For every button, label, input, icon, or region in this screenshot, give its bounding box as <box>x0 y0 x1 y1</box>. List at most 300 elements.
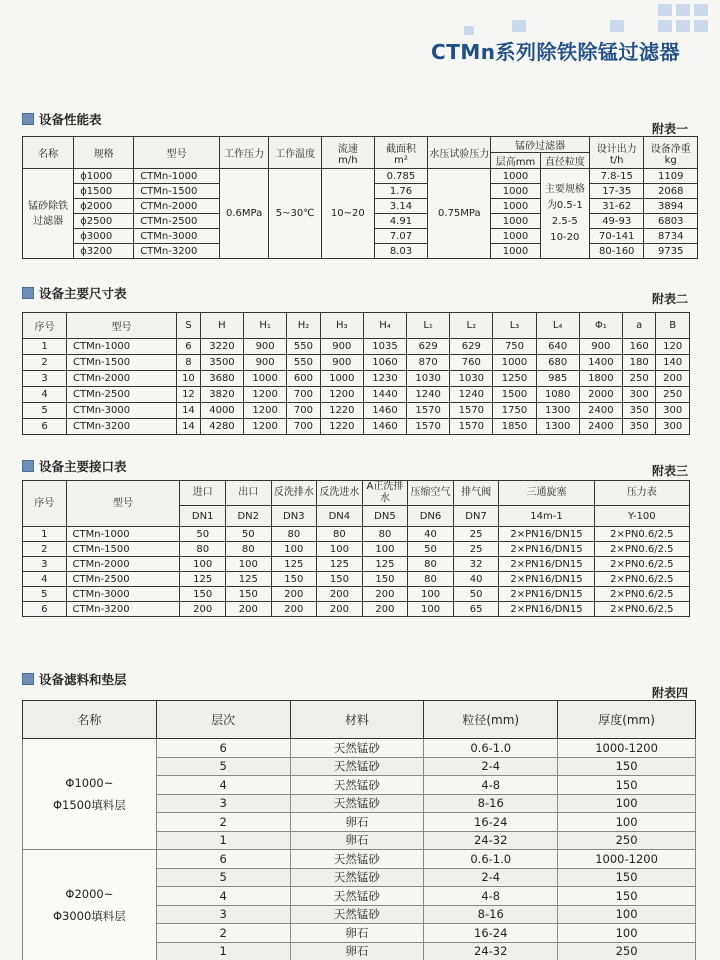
table-cell: 125 <box>271 557 317 572</box>
table-cell: 2×PN16/DN15 <box>499 587 594 602</box>
table-cell: 40 <box>408 527 454 542</box>
table-cell: 1 <box>156 942 290 960</box>
table-cell: 1000 <box>244 371 287 387</box>
table-cell: 1 <box>23 339 67 355</box>
interfaces-table <box>22 480 690 617</box>
table-cell: 80 <box>408 557 454 572</box>
annex-label-1: 附表一 <box>651 122 688 136</box>
table-cell: 680 <box>536 355 579 371</box>
table-cell: 1200 <box>244 403 287 419</box>
table-cell: 50 <box>408 542 454 557</box>
table-cell: 100 <box>558 794 696 813</box>
table-cell: 6 <box>156 739 290 758</box>
header-cell: 反洗进水 <box>317 481 363 506</box>
section-heading-text: 设备主要接口表 <box>39 459 127 474</box>
section-square-icon <box>22 673 34 685</box>
header-cell: 截面积 m² <box>374 137 428 169</box>
header-cell: S <box>177 313 201 339</box>
table-cell: 1200 <box>244 419 287 435</box>
header-cell: L₁ <box>407 313 450 339</box>
table-cell: 2-4 <box>424 757 558 776</box>
table-cell: 6 <box>23 602 67 617</box>
area-cell: 3.14 <box>374 199 428 214</box>
weight-cell: 6803 <box>644 214 698 229</box>
table-cell: 1000-1200 <box>558 850 696 869</box>
table-cell: CTMn-3200 <box>67 419 177 435</box>
table-cell: 80 <box>271 527 317 542</box>
table-cell: 150 <box>558 868 696 887</box>
header-cell: 序号 <box>23 481 67 527</box>
table-cell: 40 <box>453 572 499 587</box>
table-row <box>23 355 690 371</box>
table-row <box>23 739 696 758</box>
table-row <box>23 587 690 602</box>
header-cell: 水压试验压力 <box>428 137 491 169</box>
header-cell: DN5 <box>362 506 408 527</box>
table-row <box>23 557 690 572</box>
table-cell: 100 <box>317 542 363 557</box>
capacity-cell: 49-93 <box>590 214 644 229</box>
table-row <box>23 371 690 387</box>
header-cell: DN6 <box>408 506 454 527</box>
table-cell: 天然锰砂 <box>290 757 424 776</box>
table-cell: 1035 <box>363 339 406 355</box>
model-cell: CTMn-2500 <box>134 214 220 229</box>
table-cell: 700 <box>287 387 321 403</box>
table-cell: 3 <box>23 557 67 572</box>
header-cell: 14m-1 <box>499 506 594 527</box>
table-cell: 1 <box>156 831 290 850</box>
table-cell: 150 <box>558 887 696 906</box>
table-cell: 250 <box>558 942 696 960</box>
table-cell: 1570 <box>450 419 493 435</box>
table-cell: 1240 <box>450 387 493 403</box>
table-cell: 80 <box>180 542 226 557</box>
header-cell: 设备净重 kg <box>644 137 698 169</box>
table-cell: 1230 <box>363 371 406 387</box>
table-cell: 1300 <box>536 403 579 419</box>
table-cell: 2 <box>156 813 290 832</box>
capacity-cell: 17-35 <box>590 184 644 199</box>
table-cell: 1500 <box>493 387 536 403</box>
model-cell: CTMn-1000 <box>134 169 220 184</box>
header-cell: DN1 <box>180 506 226 527</box>
table-cell: 天然锰砂 <box>290 905 424 924</box>
table-cell: 150 <box>362 572 408 587</box>
table-cell: CTMn-1000 <box>67 339 177 355</box>
table-cell: 150 <box>558 757 696 776</box>
table-cell: 1300 <box>536 419 579 435</box>
table-cell: 25 <box>453 527 499 542</box>
table-cell: 2000 <box>579 387 622 403</box>
table-cell: 1060 <box>363 355 406 371</box>
table-cell: 700 <box>287 403 321 419</box>
table-cell: 5 <box>23 403 67 419</box>
table-cell: 200 <box>656 371 690 387</box>
table-cell: 4 <box>156 887 290 906</box>
table-cell: CTMn-2000 <box>66 557 180 572</box>
header-cell: 锰砂过滤器 <box>491 137 590 153</box>
table-cell: 2×PN0.6/2.5 <box>594 587 689 602</box>
table-row <box>23 850 696 869</box>
page-title: CTMn系列除铁除锰过滤器 <box>431 40 680 64</box>
table-cell: 900 <box>244 355 287 371</box>
table-cell: 1850 <box>493 419 536 435</box>
table-cell: 100 <box>225 557 271 572</box>
header-cell: 直径粒度 <box>540 153 589 169</box>
table-row <box>23 602 690 617</box>
table-row <box>23 419 690 435</box>
header-cell: 压缩空气 <box>408 481 454 506</box>
performance-table <box>22 136 698 259</box>
section-heading-interfaces <box>22 457 127 475</box>
group-name-cell: Φ2000~ Φ3000填料层 <box>23 850 157 960</box>
table-cell: 550 <box>287 355 321 371</box>
layer-height-cell: 1000 <box>491 184 540 199</box>
table-cell: CTMn-2500 <box>67 387 177 403</box>
table-cell: 1200 <box>244 387 287 403</box>
table-cell: CTMn-1500 <box>67 355 177 371</box>
table-cell: 2×PN0.6/2.5 <box>594 557 689 572</box>
layer-height-cell: 1000 <box>491 199 540 214</box>
area-cell: 4.91 <box>374 214 428 229</box>
table-cell: 14 <box>177 419 201 435</box>
grain-cell: 主要规格为0.5-1 2.5-5 10-20 <box>540 169 589 259</box>
table-cell: 200 <box>317 602 363 617</box>
header-cell: 进口 <box>180 481 226 506</box>
weight-cell: 8734 <box>644 229 698 244</box>
table-cell: 1250 <box>493 371 536 387</box>
annex-label-3: 附表三 <box>651 464 688 478</box>
header-cell: H <box>200 313 243 339</box>
table-cell: 200 <box>180 602 226 617</box>
table-cell: 1 <box>23 527 67 542</box>
header-cell: 材料 <box>290 701 424 739</box>
area-cell: 0.785 <box>374 169 428 184</box>
table-cell: 4 <box>156 776 290 795</box>
model-cell: CTMn-1500 <box>134 184 220 199</box>
header-cell: Φ₁ <box>579 313 622 339</box>
header-cell: 层次 <box>156 701 290 739</box>
table-cell: 4-8 <box>424 887 558 906</box>
table-cell: 3 <box>156 794 290 813</box>
header-cell: 序号 <box>23 313 67 339</box>
table-cell: 550 <box>287 339 321 355</box>
header-cell: H₁ <box>244 313 287 339</box>
area-cell: 8.03 <box>374 244 428 259</box>
table-cell: 2×PN0.6/2.5 <box>594 542 689 557</box>
spec-cell: ɸ3000 <box>74 229 134 244</box>
table-cell: 250 <box>622 371 656 387</box>
header-cell: 排气阀 <box>453 481 499 506</box>
table-cell: 760 <box>450 355 493 371</box>
section-square-icon <box>22 460 34 472</box>
table-row <box>23 572 690 587</box>
weight-cell: 9735 <box>644 244 698 259</box>
table-cell: 100 <box>271 542 317 557</box>
table-cell: CTMn-1500 <box>66 542 180 557</box>
table-cell: 6 <box>156 850 290 869</box>
table-cell: 天然锰砂 <box>290 776 424 795</box>
table-cell: 80 <box>317 527 363 542</box>
header-cell: A正洗排水 <box>362 481 408 506</box>
spec-cell: ɸ3200 <box>74 244 134 259</box>
table-cell: 2×PN0.6/2.5 <box>594 602 689 617</box>
table-cell: 1570 <box>450 403 493 419</box>
table-cell: 2 <box>23 355 67 371</box>
table-cell: 8-16 <box>424 794 558 813</box>
header-cell: 名称 <box>23 701 157 739</box>
table-cell: 2×PN16/DN15 <box>499 557 594 572</box>
table-row <box>23 387 690 403</box>
table-row <box>23 339 690 355</box>
test-pressure-cell: 0.75MPa <box>428 169 491 259</box>
table-cell: 1800 <box>579 371 622 387</box>
table-cell: 1570 <box>407 403 450 419</box>
table-cell: 300 <box>656 419 690 435</box>
table-cell: 24-32 <box>424 831 558 850</box>
header-cell: H₂ <box>287 313 321 339</box>
table-cell: 4 <box>23 387 67 403</box>
table-cell: 天然锰砂 <box>290 887 424 906</box>
table-cell: 200 <box>362 587 408 602</box>
table-cell: 14 <box>177 403 201 419</box>
table-cell: 50 <box>453 587 499 602</box>
table-cell: 750 <box>493 339 536 355</box>
dimensions-table <box>22 312 690 435</box>
table-row <box>23 403 690 419</box>
table-cell: 2×PN0.6/2.5 <box>594 527 689 542</box>
capacity-cell: 80-160 <box>590 244 644 259</box>
table-cell: CTMn-3000 <box>67 403 177 419</box>
table-cell: 300 <box>622 387 656 403</box>
table-cell: 200 <box>225 602 271 617</box>
area-cell: 1.76 <box>374 184 428 199</box>
table-cell: CTMn-2500 <box>66 572 180 587</box>
table-cell: 4280 <box>200 419 243 435</box>
table-cell: 100 <box>558 813 696 832</box>
model-cell: CTMn-3000 <box>134 229 220 244</box>
table-cell: 65 <box>453 602 499 617</box>
weight-cell: 3894 <box>644 199 698 214</box>
layer-height-cell: 1000 <box>491 229 540 244</box>
table-cell: 160 <box>622 339 656 355</box>
header-cell: H₄ <box>363 313 406 339</box>
table-row <box>23 169 698 184</box>
model-cell: CTMn-3200 <box>134 244 220 259</box>
table-cell: 12 <box>177 387 201 403</box>
table-cell: 天然锰砂 <box>290 739 424 758</box>
table-cell: 天然锰砂 <box>290 794 424 813</box>
flow-cell: 10~20 <box>322 169 374 259</box>
header-cell: 流速 m/h <box>322 137 374 169</box>
area-cell: 7.07 <box>374 229 428 244</box>
table-cell: 2-4 <box>424 868 558 887</box>
header-cell: 粒径(mm) <box>424 701 558 739</box>
table-cell: 4-8 <box>424 776 558 795</box>
table-cell: 150 <box>225 587 271 602</box>
weight-cell: 2068 <box>644 184 698 199</box>
table-cell: 900 <box>320 339 363 355</box>
table-cell: 125 <box>180 572 226 587</box>
table-cell: 629 <box>407 339 450 355</box>
table-cell: 870 <box>407 355 450 371</box>
table-cell: 100 <box>558 924 696 943</box>
table-cell: 卵石 <box>290 942 424 960</box>
table-cell: 4000 <box>200 403 243 419</box>
table-cell: 900 <box>320 355 363 371</box>
table-cell: 900 <box>579 339 622 355</box>
spec-cell: ɸ1500 <box>74 184 134 199</box>
table-cell: 1220 <box>320 403 363 419</box>
table-cell: 629 <box>450 339 493 355</box>
header-cell: 设计出力 t/h <box>590 137 644 169</box>
table-cell: 1460 <box>363 419 406 435</box>
table-cell: 140 <box>656 355 690 371</box>
header-cell: DN4 <box>317 506 363 527</box>
table-cell: 5 <box>156 757 290 776</box>
table-cell: CTMn-3000 <box>66 587 180 602</box>
header-cell: DN7 <box>453 506 499 527</box>
table-cell: 1080 <box>536 387 579 403</box>
table-cell: 1240 <box>407 387 450 403</box>
table-cell: 125 <box>317 557 363 572</box>
table-cell: 3500 <box>200 355 243 371</box>
table-cell: 3680 <box>200 371 243 387</box>
header-cell: 厚度(mm) <box>558 701 696 739</box>
table-cell: 1000-1200 <box>558 739 696 758</box>
table-cell: 16-24 <box>424 813 558 832</box>
table-cell: 5 <box>23 587 67 602</box>
layer-height-cell: 1000 <box>491 169 540 184</box>
header-cell: Y-100 <box>594 506 689 527</box>
layer-height-cell: 1000 <box>491 244 540 259</box>
table-cell: 125 <box>362 557 408 572</box>
table-cell: 1030 <box>450 371 493 387</box>
table-cell: 16-24 <box>424 924 558 943</box>
table-cell: 10 <box>177 371 201 387</box>
table-cell: 天然锰砂 <box>290 868 424 887</box>
table-cell: CTMn-3200 <box>66 602 180 617</box>
header-cell: 名称 <box>23 137 74 169</box>
capacity-cell: 70-141 <box>590 229 644 244</box>
table-cell: CTMn-1000 <box>66 527 180 542</box>
header-cell: 反洗排水 <box>271 481 317 506</box>
table-cell: 2400 <box>579 403 622 419</box>
capacity-cell: 31-62 <box>590 199 644 214</box>
table-cell: 24-32 <box>424 942 558 960</box>
table-cell: 350 <box>622 419 656 435</box>
table-cell: 5 <box>156 868 290 887</box>
table-cell: 180 <box>622 355 656 371</box>
header-cell: 型号 <box>134 137 220 169</box>
weight-cell: 1109 <box>644 169 698 184</box>
table-cell: 1460 <box>363 403 406 419</box>
table-cell: 100 <box>558 905 696 924</box>
header-cell: L₄ <box>536 313 579 339</box>
header-cell: 工作温度 <box>269 137 322 169</box>
header-cell: 规格 <box>74 137 134 169</box>
table-cell: 1220 <box>320 419 363 435</box>
table-row <box>23 542 690 557</box>
table-cell: 120 <box>656 339 690 355</box>
table-cell: 80 <box>225 542 271 557</box>
section-heading-text: 设备主要尺寸表 <box>39 286 127 301</box>
section-heading-text: 设备滤料和垫层 <box>39 672 127 687</box>
table-cell: 1000 <box>320 371 363 387</box>
header-cell: H₃ <box>320 313 363 339</box>
table-cell: 0.6-1.0 <box>424 850 558 869</box>
table-cell: 0.6-1.0 <box>424 739 558 758</box>
header-cell: 出口 <box>225 481 271 506</box>
table-cell: 2×PN16/DN15 <box>499 572 594 587</box>
section-square-icon <box>22 287 34 299</box>
header-cell: 型号 <box>67 313 177 339</box>
header-cell: 三通旋塞 <box>499 481 594 506</box>
header-cell: DN3 <box>271 506 317 527</box>
table-cell: 300 <box>656 403 690 419</box>
table-cell: 2×PN16/DN15 <box>499 602 594 617</box>
table-cell: 1000 <box>493 355 536 371</box>
table-cell: 50 <box>180 527 226 542</box>
table-cell: 3 <box>23 371 67 387</box>
section-heading-performance <box>22 110 102 128</box>
table-cell: 900 <box>244 339 287 355</box>
header-cell: 工作压力 <box>220 137 269 169</box>
table-cell: 700 <box>287 419 321 435</box>
table-cell: 200 <box>271 602 317 617</box>
table-cell: 1200 <box>320 387 363 403</box>
table-cell: 100 <box>180 557 226 572</box>
table-cell: 250 <box>656 387 690 403</box>
pressure-cell: 0.6MPa <box>220 169 269 259</box>
header-cell: B <box>656 313 690 339</box>
header-cell: a <box>622 313 656 339</box>
table-cell: 3820 <box>200 387 243 403</box>
model-cell: CTMn-2000 <box>134 199 220 214</box>
table-cell: 1400 <box>579 355 622 371</box>
header-cell: L₂ <box>450 313 493 339</box>
table-cell: 32 <box>453 557 499 572</box>
table-cell: CTMn-2000 <box>67 371 177 387</box>
section-heading-text: 设备性能表 <box>39 112 102 127</box>
group-name-cell: Φ1000~ Φ1500填料层 <box>23 739 157 850</box>
section-square-icon <box>22 113 34 125</box>
table-cell: 25 <box>453 542 499 557</box>
table-cell: 6 <box>23 419 67 435</box>
table-cell: 600 <box>287 371 321 387</box>
table-cell: 天然锰砂 <box>290 850 424 869</box>
table-cell: 3 <box>156 905 290 924</box>
table-cell: 150 <box>558 776 696 795</box>
table-cell: 8 <box>177 355 201 371</box>
table-cell: 卵石 <box>290 924 424 943</box>
header-cell: 压力表 <box>594 481 689 506</box>
table-cell: 2×PN16/DN15 <box>499 527 594 542</box>
table-cell: 2×PN0.6/2.5 <box>594 572 689 587</box>
table-cell: 2 <box>23 542 67 557</box>
table-cell: 80 <box>362 527 408 542</box>
table-cell: 100 <box>408 602 454 617</box>
table-cell: 200 <box>362 602 408 617</box>
layer-height-cell: 1000 <box>491 214 540 229</box>
annex-label-4: 附表四 <box>651 686 688 700</box>
table-cell: 4 <box>23 572 67 587</box>
section-heading-media <box>22 670 127 688</box>
table-cell: 8-16 <box>424 905 558 924</box>
name-cell: 锰砂除铁过滤器 <box>23 169 74 259</box>
header-cell: 层高mm <box>491 153 540 169</box>
